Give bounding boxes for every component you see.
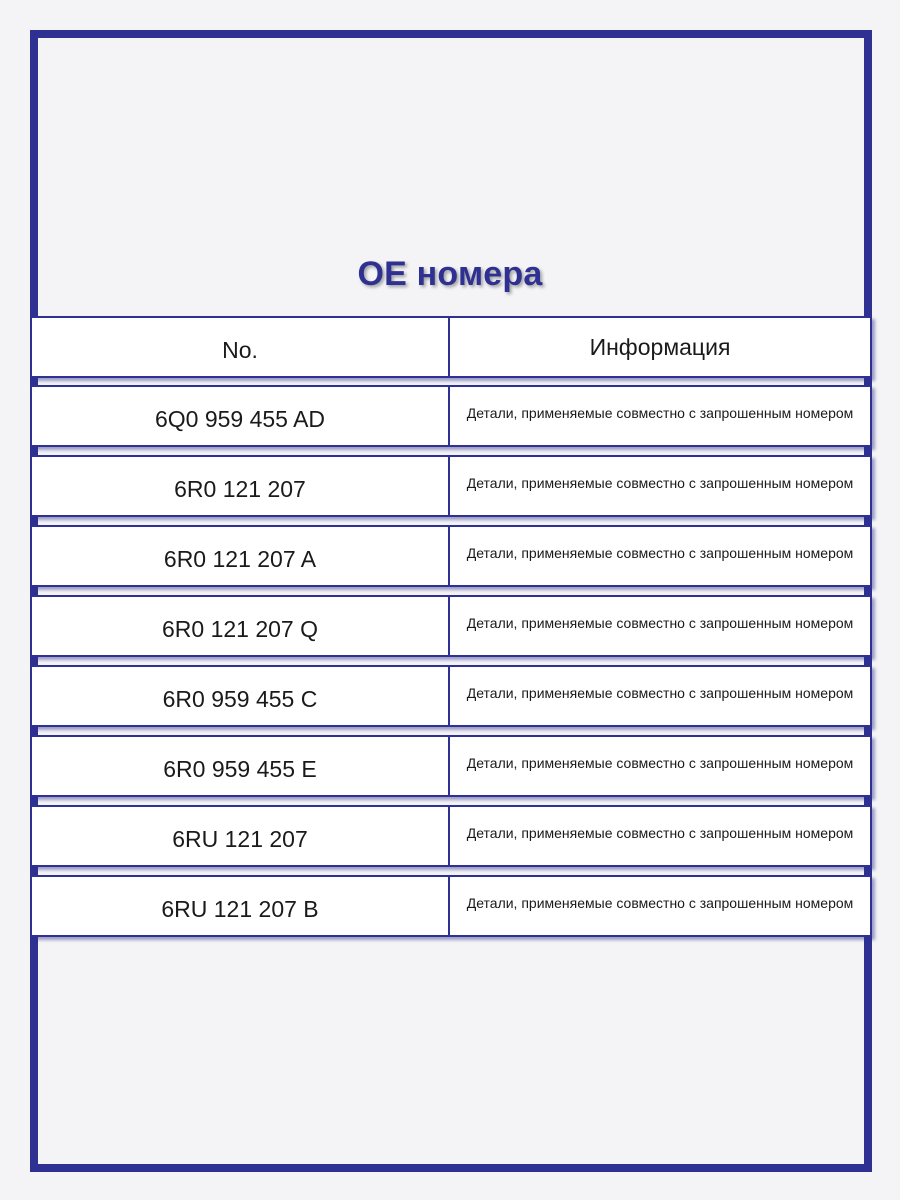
page-title: OE номера [357,255,543,293]
oe-number: 6R0 121 207 [32,457,450,515]
oe-number: 6R0 959 455 C [32,667,450,725]
column-header-info: Информация [589,333,731,360]
row-info: Детали, применяемые совместно с запрошенным номером [466,895,854,911]
table-row [30,455,872,517]
table-row [30,665,872,727]
oe-number: 6R0 121 207 A [32,527,450,585]
table-row [30,385,872,447]
oe-number: 6Q0 959 455 AD [32,387,450,445]
table-row [30,735,872,797]
row-info: Детали, применяемые совместно с запрошенным номером [466,825,854,841]
oe-number: 6RU 121 207 [32,807,450,865]
oe-number: 6R0 959 455 E [32,737,450,795]
row-info: Детали, применяемые совместно с запрошенным номером [466,475,854,491]
table-row [30,525,872,587]
table-row [30,875,872,937]
oe-number: 6R0 121 207 Q [32,597,450,655]
column-header-no: No. [32,318,450,376]
row-info: Детали, применяемые совместно с запрошенным номером [466,405,854,421]
table-row [30,595,872,657]
oe-number: 6RU 121 207 B [32,877,450,935]
table-header [30,316,872,378]
row-info: Детали, применяемые совместно с запрошенным номером [466,615,854,631]
row-info: Детали, применяемые совместно с запрошенным номером [466,755,854,771]
row-info: Детали, применяемые совместно с запрошенным номером [466,545,854,561]
row-info: Детали, применяемые совместно с запрошенным номером [466,685,854,701]
table-row [30,805,872,867]
